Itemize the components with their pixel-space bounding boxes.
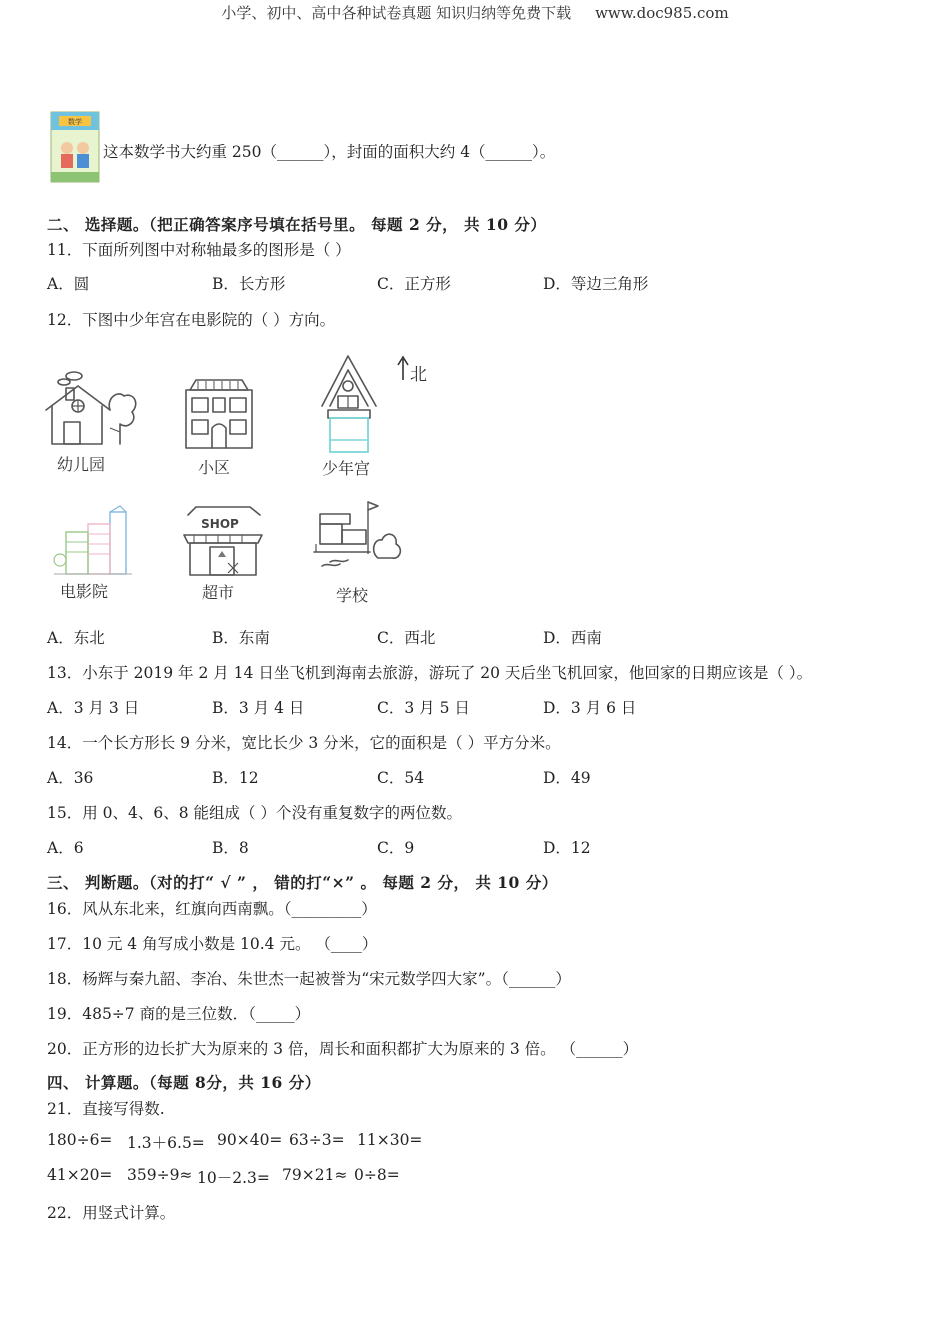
- page-header: [0, 2, 950, 23]
- calc-item: 90×40=: [217, 1131, 283, 1149]
- q11-option-a[interactable]: A．圆: [47, 275, 90, 293]
- north-arrow-icon: [396, 356, 410, 382]
- header-text: 小学、初中、高中各种试卷真题 知识归纳等免费下载: [221, 4, 572, 22]
- q11-option-d[interactable]: D．等边三角形: [543, 275, 649, 293]
- q15-option-d[interactable]: D．12: [543, 839, 591, 857]
- section-4-title: 四、 计算题。（每题 8分，共 16 分）: [47, 1073, 321, 1092]
- q13-option-d[interactable]: D．3 月 6 日: [543, 699, 637, 717]
- kindergarten-label: 幼儿园: [57, 455, 106, 474]
- school-icon: [312, 500, 408, 578]
- cinema-icon: [52, 504, 134, 576]
- residential-area-icon: [184, 378, 254, 450]
- q15-option-b[interactable]: B．8: [212, 839, 249, 857]
- north-label: 北: [410, 365, 427, 385]
- question-10: 这本数学书大约重 250（______），封面的面积大约 4（______）。: [103, 143, 556, 161]
- calc-item: 11×30=: [357, 1131, 423, 1149]
- question-12: 12．下图中少年宫在电影院的（ ）方向。: [47, 311, 336, 329]
- q12-option-b[interactable]: B．东南: [212, 629, 270, 647]
- youth-palace-label: 少年宫: [322, 459, 371, 478]
- calc-item: 79×21≈: [282, 1166, 348, 1184]
- residential-area-label: 小区: [198, 458, 231, 477]
- question-13: 13．小东于 2019 年 2 月 14 日坐飞机到海南去旅游，游玩了 20 天后坐飞机回家，他回家的日期应该是（ ）。: [47, 664, 813, 682]
- school-label: 学校: [336, 586, 369, 605]
- q14-option-d[interactable]: D．49: [543, 769, 591, 787]
- question-11: 11．下面所列图中对称轴最多的图形是（ ）: [47, 241, 351, 259]
- question-22: 22．用竖式计算。: [47, 1204, 176, 1222]
- q13-option-b[interactable]: B．3 月 4 日: [212, 699, 305, 717]
- calc-item: 41×20=: [47, 1166, 113, 1184]
- q15-option-c[interactable]: C．9: [377, 839, 415, 857]
- question-20: 20．正方形的边长扩大为原来的 3 倍，周长和面积都扩大为原来的 3 倍。 （______）: [47, 1040, 639, 1058]
- question-14: 14．一个长方形长 9 分米，宽比长少 3 分米，它的面积是（ ）平方分米。: [47, 734, 561, 752]
- q13-option-a[interactable]: A．3 月 3 日: [47, 699, 140, 717]
- question-17: 17．10 元 4 角写成小数是 10.4 元。 （____）: [47, 935, 378, 953]
- calc-item: 10－2.3=: [197, 1169, 270, 1187]
- youth-palace-icon: [318, 354, 380, 454]
- question-16: 16．风从东北来，红旗向西南飘。（_________）: [47, 900, 377, 918]
- q11-option-c[interactable]: C．正方形: [377, 275, 451, 293]
- math-book-cover-image: [49, 110, 103, 184]
- q11-option-b[interactable]: B．长方形: [212, 275, 286, 293]
- supermarket-label: 超市: [202, 583, 235, 602]
- calc-item: 359÷9≈: [127, 1166, 193, 1184]
- calc-item: 1.3＋6.5=: [127, 1134, 205, 1152]
- cinema-label: 电影院: [60, 582, 109, 601]
- calc-item: 0÷8=: [354, 1166, 400, 1184]
- supermarket-icon: [180, 505, 266, 577]
- question-18: 18．杨辉与秦九韶、李冶、朱世杰一起被誉为“宋元数学四大家”。（______）: [47, 970, 571, 988]
- q13-option-c[interactable]: C．3 月 5 日: [377, 699, 470, 717]
- question-21: 21．直接写得数.: [47, 1100, 165, 1118]
- calc-item: 63÷3=: [289, 1131, 345, 1149]
- q12-option-d[interactable]: D．西南: [543, 629, 602, 647]
- section-2-title: 二、 选择题。（把正确答案序号填在括号里。 每题 2 分， 共 10 分）: [47, 215, 547, 234]
- q14-option-c[interactable]: C．54: [377, 769, 425, 787]
- question-15: 15．用 0、4、6、8 能组成（ ）个没有重复数字的两位数。: [47, 804, 462, 822]
- q14-option-b[interactable]: B．12: [212, 769, 259, 787]
- q12-option-c[interactable]: C．西北: [377, 629, 436, 647]
- q15-option-a[interactable]: A．6: [47, 839, 84, 857]
- calc-item: 180÷6=: [47, 1131, 113, 1149]
- section-3-title: 三、 判断题。（对的打“ √ ” ， 错的打“×” 。 每题 2 分， 共 10 分）: [47, 873, 558, 892]
- shop-sign-text: SHOP: [201, 517, 239, 531]
- q12-option-a[interactable]: A．东北: [47, 629, 105, 647]
- question-19: 19．485÷7 商的是三位数．（_____）: [47, 1005, 311, 1023]
- q14-option-a[interactable]: A．36: [47, 769, 94, 787]
- kindergarten-icon: [44, 368, 138, 448]
- header-url[interactable]: www.doc985.com: [595, 4, 729, 22]
- book-title-text: 数学: [68, 118, 82, 126]
